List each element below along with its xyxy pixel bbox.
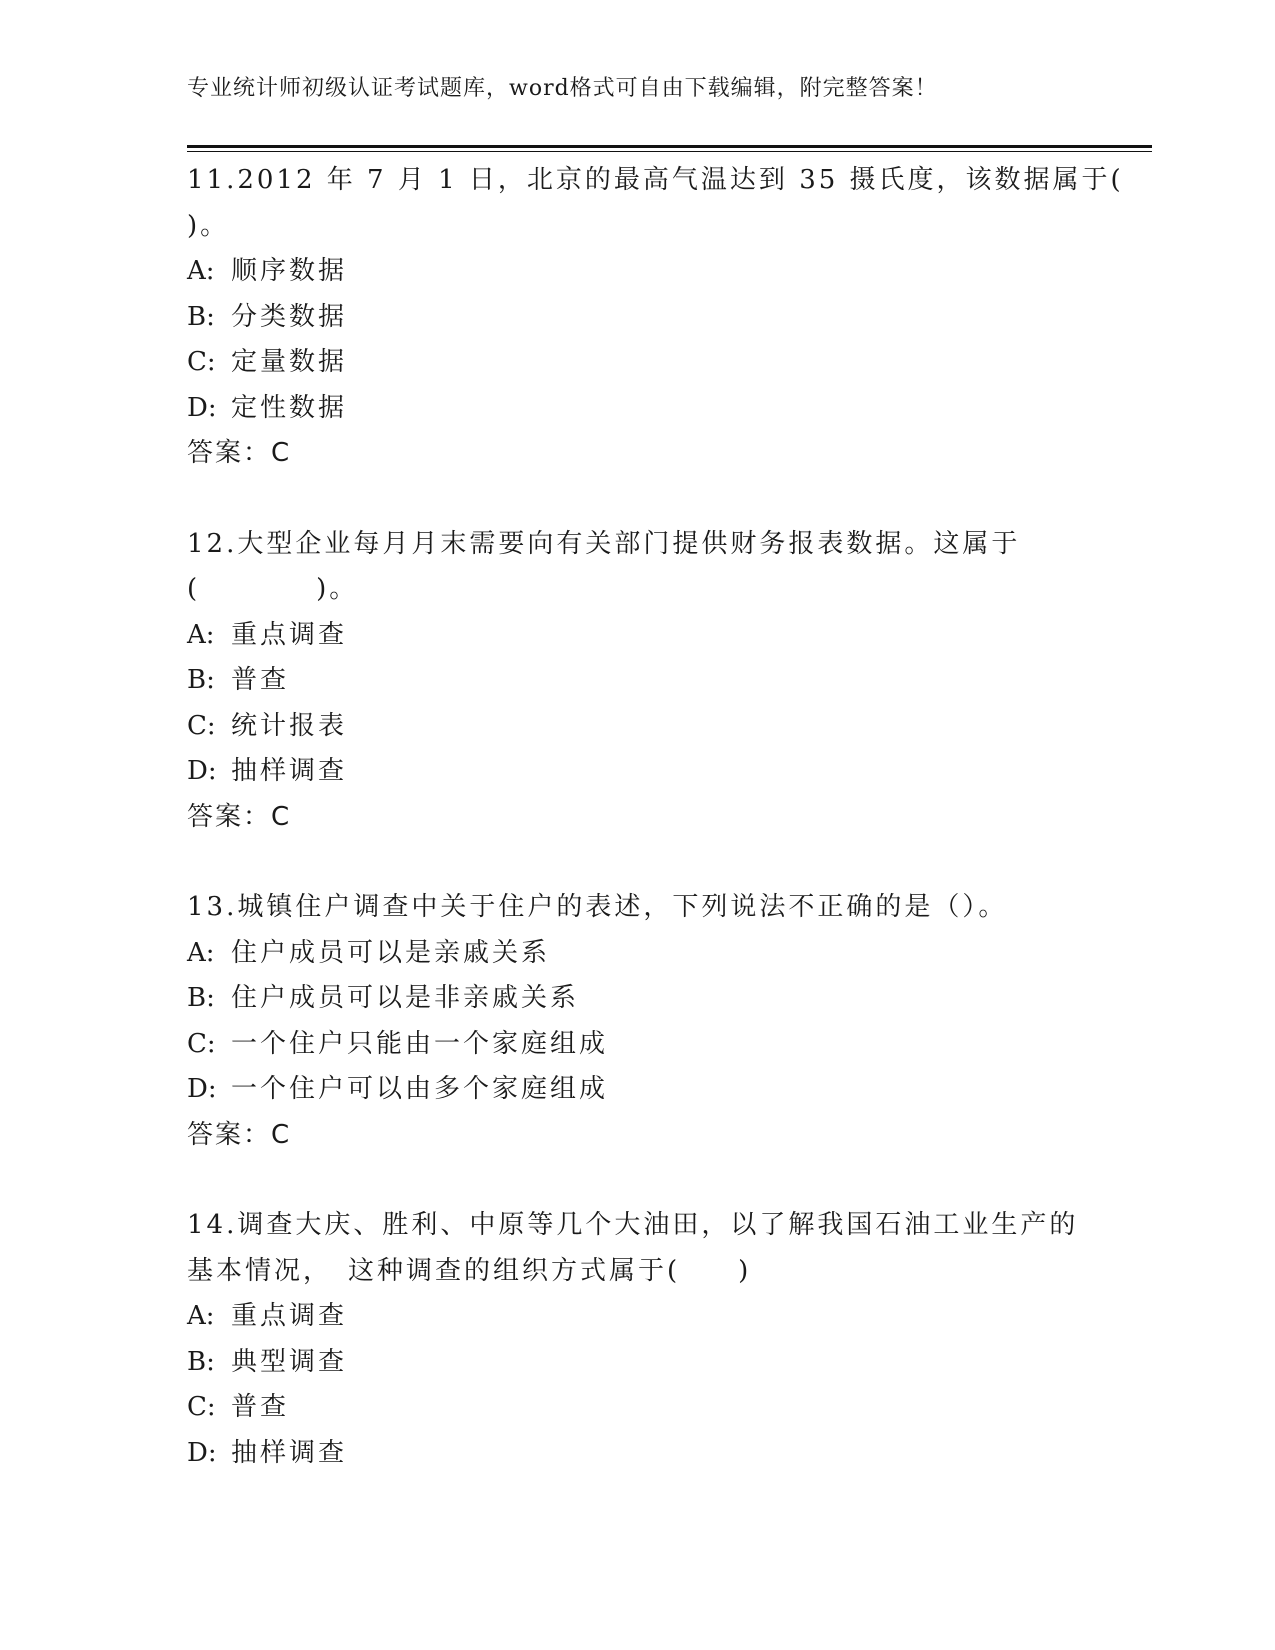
option-text: 定量数据 (231, 347, 348, 377)
option-letter: B: (187, 1346, 215, 1377)
option-letter: D: (187, 1074, 217, 1104)
option-text: 住户成员可以是非亲戚关系 (231, 983, 580, 1013)
option-c (187, 1022, 1087, 1068)
option-text: 一个住户可以由多个家庭组成 (231, 1074, 609, 1104)
question-stem-line: 基本情况， 这种调查的组织方式属于( ) (187, 1255, 752, 1286)
option-text: 普查 (231, 1392, 290, 1422)
option-a (187, 613, 1087, 659)
option-letter: A: (187, 256, 215, 286)
option-a (187, 931, 1087, 977)
question-stem-line: 12.大型企业每月月末需要向有关部门提供财务报表数据。这属于 (187, 528, 1021, 559)
option-b (187, 1340, 1087, 1386)
option-text: 顺序数据 (231, 256, 348, 286)
option-d (187, 749, 1087, 795)
option-a (187, 249, 1087, 295)
header-rule-thin (187, 151, 1152, 152)
option-text: 普查 (231, 665, 290, 695)
page-header: 专业统计师初级认证考试题库，word格式可自由下载编辑，附完整答案！ (187, 76, 938, 101)
option-text: 一个住户只能由一个家庭组成 (231, 1028, 609, 1059)
question-stem-line: )。 (187, 210, 230, 241)
question-stem-line: 11.2012 年 7 月 1 日，北京的最高气温达到 35 摄氏度，该数据属于( (187, 165, 1124, 195)
question-11 (187, 158, 1124, 477)
option-c (187, 340, 1087, 386)
option-letter: B: (187, 301, 215, 332)
option-d (187, 386, 1087, 432)
question-12 (187, 522, 1087, 841)
question-stem-line: ( )。 (187, 574, 359, 604)
option-letter: A: (187, 1301, 215, 1331)
option-letter: A: (187, 937, 215, 968)
option-letter: D: (187, 392, 217, 423)
option-letter: D: (187, 1437, 217, 1468)
question-stem-line: 14.调查大庆、胜利、中原等几个大油田，以了解我国石油工业生产的 (187, 1210, 1079, 1240)
option-text: 分类数据 (231, 301, 348, 332)
option-letter: C: (187, 1392, 216, 1422)
option-b (187, 976, 1087, 1022)
header-rule-thick (187, 145, 1152, 148)
option-c (187, 1385, 1087, 1431)
option-letter: C: (187, 710, 216, 741)
answer-line: 答案：C (187, 801, 292, 832)
option-letter: A: (187, 619, 215, 650)
option-d (187, 1431, 1087, 1477)
option-letter: B: (187, 665, 215, 695)
answer-line: 答案：C (187, 438, 292, 468)
option-text: 抽样调查 (231, 1437, 348, 1468)
option-d (187, 1067, 1087, 1113)
option-text: 重点调查 (231, 619, 348, 650)
option-b (187, 658, 1087, 704)
option-letter: D: (187, 756, 217, 786)
option-text: 重点调查 (231, 1301, 348, 1331)
question-13 (187, 885, 1087, 1158)
option-text: 住户成员可以是亲戚关系 (231, 937, 551, 968)
option-text: 抽样调查 (231, 756, 348, 786)
option-letter: C: (187, 1028, 216, 1059)
option-a (187, 1294, 1087, 1340)
answer-line: 答案：C (187, 1119, 292, 1150)
question-list (187, 158, 1124, 1521)
question-14 (187, 1203, 1087, 1476)
question-stem-line: 13.城镇住户调查中关于住户的表述，下列说法不正确的是（）。 (187, 892, 1008, 922)
option-c (187, 704, 1087, 750)
option-text: 统计报表 (231, 710, 348, 741)
option-text: 典型调查 (231, 1346, 348, 1377)
option-b (187, 295, 1087, 341)
option-letter: C: (187, 347, 216, 377)
option-text: 定性数据 (231, 392, 348, 423)
option-letter: B: (187, 983, 215, 1013)
